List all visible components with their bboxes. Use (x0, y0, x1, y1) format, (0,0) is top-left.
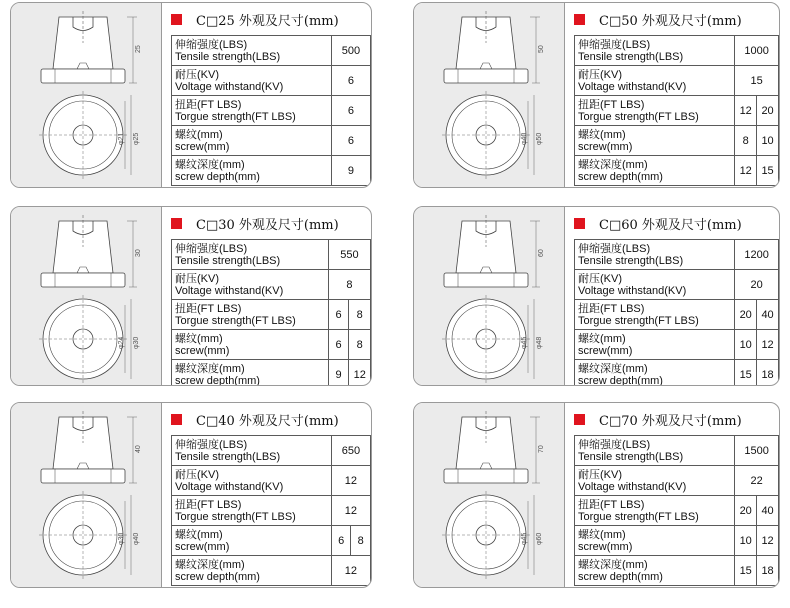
torque-label-cn: 扭距(FT LBS) (175, 302, 242, 315)
depth-value-max: 18 (757, 360, 779, 387)
screw-label-en: screw(mm) (175, 140, 230, 153)
voltage-value: 20 (735, 270, 779, 300)
depth-label-en: screw depth(mm) (175, 570, 260, 583)
inner-diameter: φ45 (521, 336, 528, 349)
spec-row-screw (172, 526, 371, 556)
spec-row-voltage (172, 466, 371, 496)
torque-label-en: Torgue strength(FT LBS) (578, 314, 699, 327)
product-card (10, 206, 372, 386)
screw-label-en: screw(mm) (578, 344, 633, 357)
spec-row-depth (575, 556, 779, 586)
tensile-label (575, 240, 735, 270)
screw-value-max: 8 (349, 330, 371, 360)
screw-value: 6 (331, 126, 370, 156)
drawing-panel (11, 403, 162, 587)
depth-label (575, 556, 735, 586)
tensile-label (575, 36, 735, 66)
tensile-value: 1000 (735, 36, 779, 66)
height-dimension: 60 (538, 249, 545, 257)
spec-table (574, 239, 779, 386)
drawing-panel (414, 403, 565, 587)
torque-value-max: 40 (757, 300, 779, 330)
depth-label (575, 360, 735, 387)
torque-label-en: Torgue strength(FT LBS) (175, 510, 296, 523)
model-title: C□60 外观及尺寸(mm) (599, 217, 742, 233)
side-view (444, 11, 528, 83)
insulator-drawing (414, 207, 564, 386)
voltage-label (575, 270, 735, 300)
torque-value-min: 20 (735, 496, 757, 526)
red-square-icon (574, 14, 585, 25)
screw-label (575, 330, 735, 360)
depth-label-en: screw depth(mm) (175, 170, 260, 183)
screw-value-min: 8 (735, 126, 757, 156)
depth-label (172, 556, 332, 586)
spec-row-screw (575, 126, 779, 156)
side-view (444, 411, 528, 483)
card-header (574, 9, 742, 29)
voltage-label (575, 466, 735, 496)
torque-value-min: 6 (328, 300, 349, 330)
product-card (413, 2, 780, 188)
tensile-value: 550 (328, 240, 370, 270)
voltage-label (172, 270, 329, 300)
product-card (413, 206, 780, 386)
insulator-drawing (414, 3, 564, 188)
drawing-panel (414, 207, 565, 385)
screw-value-max: 12 (757, 526, 779, 556)
depth-value-min: 12 (735, 156, 757, 186)
depth-label-cn: 螺纹深度(mm) (578, 158, 648, 171)
screw-value-max: 10 (757, 126, 779, 156)
red-square-icon (171, 414, 182, 425)
inner-diameter: φ21 (118, 132, 125, 145)
red-square-icon (574, 414, 585, 425)
inner-diameter: φ40 (521, 132, 528, 145)
spec-table (171, 435, 371, 586)
voltage-label-cn: 耐压(KV) (578, 68, 622, 81)
screw-value-min: 10 (735, 330, 757, 360)
voltage-value: 15 (735, 66, 779, 96)
screw-label (172, 526, 332, 556)
tensile-label-en: Tensile strength(LBS) (578, 50, 684, 63)
inner-diameter: φ24 (118, 336, 125, 349)
depth-label-cn: 螺纹深度(mm) (578, 362, 648, 375)
inner-diameter: φ30 (118, 532, 125, 545)
spec-row-screw (575, 330, 779, 360)
torque-label-cn: 扭距(FT LBS) (175, 98, 242, 111)
voltage-label-cn: 耐压(KV) (175, 272, 219, 285)
spec-row-torque (575, 96, 779, 126)
spec-row-depth (172, 360, 371, 387)
screw-label-en: screw(mm) (578, 140, 633, 153)
height-dimension: 70 (538, 445, 545, 453)
voltage-label (575, 66, 735, 96)
spec-row-voltage (575, 66, 779, 96)
side-view (41, 215, 125, 287)
torque-value: 6 (331, 96, 370, 126)
card-header (171, 9, 339, 29)
depth-label (575, 156, 735, 186)
product-card (10, 2, 372, 188)
screw-value-max: 8 (351, 526, 371, 556)
height-dimension: 30 (135, 249, 142, 257)
screw-label-cn: 螺纹(mm) (578, 528, 626, 541)
depth-label-en: screw depth(mm) (578, 570, 663, 583)
red-square-icon (574, 218, 585, 229)
spec-row-depth (172, 156, 371, 186)
side-view (444, 215, 528, 287)
tensile-label (172, 36, 332, 66)
screw-label (172, 126, 332, 156)
torque-label-cn: 扭距(FT LBS) (578, 302, 645, 315)
model-title: C□40 外观及尺寸(mm) (196, 413, 339, 429)
insulator-drawing (11, 403, 161, 588)
outer-diameter: φ50 (536, 132, 543, 145)
torque-label-cn: 扭距(FT LBS) (578, 498, 645, 511)
drawing-panel (414, 3, 565, 187)
outer-diameter: φ60 (536, 532, 543, 545)
depth-value-min: 9 (328, 360, 349, 387)
torque-label (172, 300, 329, 330)
tensile-label-cn: 伸缩强度(LBS) (175, 438, 248, 451)
torque-label-en: Torgue strength(FT LBS) (175, 110, 296, 123)
depth-value: 12 (331, 556, 370, 586)
side-view (41, 411, 125, 483)
product-card (413, 402, 780, 588)
depth-value-max: 12 (349, 360, 371, 387)
voltage-label (172, 66, 332, 96)
depth-label-en: screw depth(mm) (578, 374, 663, 386)
depth-label-en: screw depth(mm) (578, 170, 663, 183)
spec-row-screw (172, 330, 371, 360)
voltage-label-cn: 耐压(KV) (175, 68, 219, 81)
screw-label (575, 126, 735, 156)
spec-table (574, 35, 779, 186)
depth-label (172, 360, 329, 387)
voltage-label-cn: 耐压(KV) (578, 468, 622, 481)
tensile-label (172, 240, 329, 270)
screw-value-min: 6 (331, 526, 351, 556)
tensile-label-en: Tensile strength(LBS) (175, 254, 281, 267)
spec-row-torque (575, 496, 779, 526)
product-card (10, 402, 372, 588)
voltage-label-en: Voltage withstand(KV) (578, 480, 687, 493)
depth-value-min: 15 (735, 360, 757, 387)
spec-row-torque (172, 496, 371, 526)
depth-value: 9 (331, 156, 370, 186)
depth-label-en: screw depth(mm) (175, 374, 260, 386)
spec-row-depth (575, 360, 779, 387)
tensile-label-cn: 伸缩强度(LBS) (578, 242, 651, 255)
height-dimension: 40 (135, 445, 142, 453)
tensile-value: 1200 (735, 240, 779, 270)
outer-diameter: φ25 (133, 132, 140, 145)
drawing-panel (11, 3, 162, 187)
insulator-drawing (11, 207, 161, 386)
tensile-label-cn: 伸缩强度(LBS) (578, 38, 651, 51)
red-square-icon (171, 14, 182, 25)
torque-label-en: Torgue strength(FT LBS) (175, 314, 296, 327)
card-header (574, 213, 742, 233)
screw-value-max: 12 (757, 330, 779, 360)
spec-row-tensile (172, 436, 371, 466)
depth-value-min: 15 (735, 556, 757, 586)
voltage-value: 6 (331, 66, 370, 96)
screw-label-en: screw(mm) (175, 540, 230, 553)
torque-value-min: 12 (735, 96, 757, 126)
card-header (574, 409, 742, 429)
torque-label-cn: 扭距(FT LBS) (578, 98, 645, 111)
insulator-drawing (414, 403, 564, 588)
screw-label-en: screw(mm) (578, 540, 633, 553)
spec-row-torque (172, 96, 371, 126)
tensile-label-cn: 伸缩强度(LBS) (175, 242, 248, 255)
spec-table (574, 435, 779, 586)
voltage-label-en: Voltage withstand(KV) (175, 284, 284, 297)
model-title: C□25 外观及尺寸(mm) (196, 13, 339, 29)
torque-label (172, 496, 332, 526)
screw-label-cn: 螺纹(mm) (578, 128, 626, 141)
torque-value: 12 (331, 496, 370, 526)
depth-label-cn: 螺纹深度(mm) (578, 558, 648, 571)
voltage-label-en: Voltage withstand(KV) (175, 480, 284, 493)
torque-label (575, 300, 735, 330)
tensile-value: 1500 (735, 436, 779, 466)
spec-row-tensile (172, 240, 371, 270)
card-header (171, 213, 339, 233)
torque-value-max: 20 (757, 96, 779, 126)
spec-row-tensile (575, 36, 779, 66)
outer-diameter: φ48 (536, 336, 543, 349)
voltage-label (172, 466, 332, 496)
voltage-value: 22 (735, 466, 779, 496)
voltage-value: 8 (328, 270, 370, 300)
screw-label-cn: 螺纹(mm) (175, 528, 223, 541)
spec-row-voltage (172, 66, 371, 96)
screw-label-cn: 螺纹(mm) (175, 332, 223, 345)
spec-row-tensile (172, 36, 371, 66)
spec-row-torque (575, 300, 779, 330)
tensile-label (172, 436, 332, 466)
voltage-label-en: Voltage withstand(KV) (578, 80, 687, 93)
drawing-panel (11, 207, 162, 385)
height-dimension: 25 (135, 45, 142, 53)
torque-label (575, 496, 735, 526)
voltage-label-cn: 耐压(KV) (175, 468, 219, 481)
spec-row-tensile (575, 436, 779, 466)
depth-value-max: 18 (757, 556, 779, 586)
card-header (171, 409, 339, 429)
screw-value-min: 10 (735, 526, 757, 556)
depth-label-cn: 螺纹深度(mm) (175, 158, 245, 171)
screw-label (575, 526, 735, 556)
depth-label-cn: 螺纹深度(mm) (175, 558, 245, 571)
voltage-label-en: Voltage withstand(KV) (578, 284, 687, 297)
screw-label (172, 330, 329, 360)
depth-label-cn: 螺纹深度(mm) (175, 362, 245, 375)
tensile-label-cn: 伸缩强度(LBS) (175, 38, 248, 51)
torque-value-min: 20 (735, 300, 757, 330)
depth-value-max: 15 (757, 156, 779, 186)
screw-value-min: 6 (328, 330, 349, 360)
screw-label-cn: 螺纹(mm) (175, 128, 223, 141)
spec-table (171, 239, 371, 386)
depth-label (172, 156, 332, 186)
torque-label-cn: 扭距(FT LBS) (175, 498, 242, 511)
tensile-value: 500 (331, 36, 370, 66)
screw-label-en: screw(mm) (175, 344, 230, 357)
spec-row-tensile (575, 240, 779, 270)
model-title: C□50 外观及尺寸(mm) (599, 13, 742, 29)
tensile-label-en: Tensile strength(LBS) (578, 254, 684, 267)
spec-row-voltage (172, 270, 371, 300)
torque-value-max: 40 (757, 496, 779, 526)
model-title: C□70 外观及尺寸(mm) (599, 413, 742, 429)
torque-label (172, 96, 332, 126)
spec-table (171, 35, 371, 186)
tensile-label-cn: 伸缩强度(LBS) (578, 438, 651, 451)
model-title: C□30 外观及尺寸(mm) (196, 217, 339, 233)
tensile-label-en: Tensile strength(LBS) (175, 450, 281, 463)
voltage-label-cn: 耐压(KV) (578, 272, 622, 285)
inner-diameter: φ45 (521, 532, 528, 545)
tensile-label (575, 436, 735, 466)
voltage-value: 12 (331, 466, 370, 496)
tensile-value: 650 (331, 436, 370, 466)
spec-row-voltage (575, 466, 779, 496)
spec-row-torque (172, 300, 371, 330)
tensile-label-en: Tensile strength(LBS) (175, 50, 281, 63)
torque-label-en: Torgue strength(FT LBS) (578, 110, 699, 123)
spec-row-voltage (575, 270, 779, 300)
side-view (41, 11, 125, 83)
spec-row-screw (172, 126, 371, 156)
torque-value-max: 8 (349, 300, 371, 330)
spec-row-depth (575, 156, 779, 186)
height-dimension: 50 (538, 45, 545, 53)
torque-label (575, 96, 735, 126)
red-square-icon (171, 218, 182, 229)
insulator-drawing (11, 3, 161, 188)
torque-label-en: Torgue strength(FT LBS) (578, 510, 699, 523)
spec-row-screw (575, 526, 779, 556)
tensile-label-en: Tensile strength(LBS) (578, 450, 684, 463)
spec-row-depth (172, 556, 371, 586)
outer-diameter: φ30 (133, 336, 140, 349)
screw-label-cn: 螺纹(mm) (578, 332, 626, 345)
outer-diameter: φ40 (133, 532, 140, 545)
voltage-label-en: Voltage withstand(KV) (175, 80, 284, 93)
